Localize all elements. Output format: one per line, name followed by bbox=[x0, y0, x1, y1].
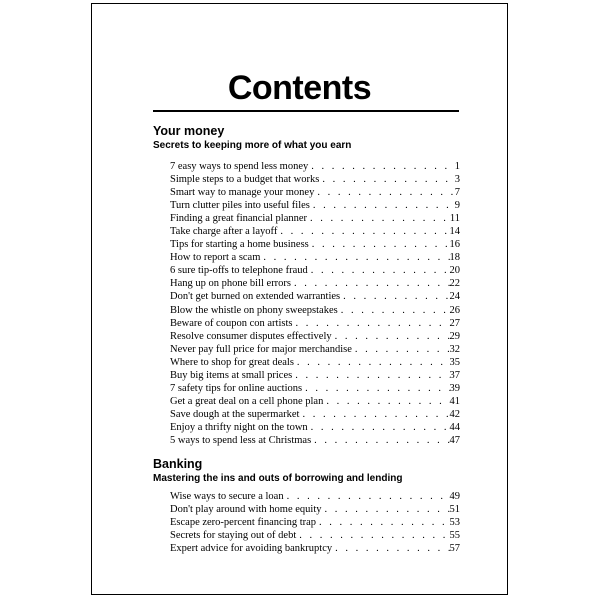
toc-entry-title: Enjoy a thrifty night on the town bbox=[170, 421, 308, 433]
toc-entry bbox=[170, 212, 460, 225]
toc-leader-dots bbox=[284, 490, 450, 503]
toc-page-number: 35 bbox=[449, 356, 460, 368]
toc-leader-dots bbox=[260, 251, 449, 264]
toc-entry bbox=[170, 490, 460, 503]
toc-entry-title: Don't get burned on extended warranties bbox=[170, 291, 341, 303]
toc-leader-dots bbox=[340, 290, 449, 303]
toc-entry bbox=[170, 542, 460, 555]
toc-page-number: 39 bbox=[449, 382, 460, 394]
toc-entry-title: Tips for starting a home business bbox=[170, 239, 309, 251]
toc-leader-dots bbox=[338, 304, 450, 317]
toc-page-number: 55 bbox=[449, 530, 460, 542]
toc-entry-title: Blow the whistle on phony sweepstakes bbox=[170, 304, 338, 316]
toc-entry bbox=[170, 251, 460, 264]
toc-entry bbox=[170, 343, 460, 356]
toc-entry bbox=[170, 317, 460, 330]
toc-leader-dots bbox=[310, 199, 455, 212]
toc-page-number: 20 bbox=[449, 265, 460, 277]
toc-page-number: 44 bbox=[449, 421, 460, 433]
toc-leader-dots bbox=[296, 529, 449, 542]
toc-entry-title: Take charge after a layoff bbox=[170, 226, 278, 238]
toc-entry bbox=[170, 304, 460, 317]
page-title: Contents bbox=[227, 69, 372, 107]
toc-page-number: 42 bbox=[449, 408, 460, 420]
toc-entry-title: Smart way to manage your money bbox=[170, 187, 315, 199]
toc-leader-dots bbox=[294, 356, 450, 369]
toc-page-number: 37 bbox=[449, 369, 460, 381]
toc-list-banking bbox=[170, 490, 460, 555]
toc-page-number: 41 bbox=[449, 395, 460, 407]
toc-entry bbox=[170, 160, 460, 173]
toc-page-number: 49 bbox=[449, 491, 460, 502]
section-title: Banking bbox=[153, 457, 203, 471]
toc-page-number: 11 bbox=[449, 213, 460, 225]
toc-entry bbox=[170, 277, 460, 290]
toc-entry-title: Secrets for staying out of debt bbox=[170, 530, 297, 542]
toc-page-number: 3 bbox=[454, 174, 460, 186]
toc-entry bbox=[170, 225, 460, 238]
toc-entry-title: Hang up on phone bill errors bbox=[170, 278, 292, 290]
toc-entry bbox=[170, 434, 460, 447]
toc-leader-dots bbox=[292, 369, 449, 382]
toc-leader-dots bbox=[311, 434, 449, 447]
toc-entry-title: Never pay full price for major merchandise bbox=[170, 343, 352, 355]
toc-entry-title: How to report a scam bbox=[170, 252, 261, 264]
toc-leader-dots bbox=[332, 330, 450, 343]
section-header-your-money bbox=[153, 124, 351, 152]
toc-entry bbox=[170, 173, 460, 186]
toc-entry bbox=[170, 395, 460, 408]
toc-leader-dots bbox=[277, 225, 449, 238]
toc-entry bbox=[170, 382, 460, 395]
toc-entry bbox=[170, 330, 460, 343]
toc-entry bbox=[170, 503, 460, 516]
toc-page-number: 32 bbox=[449, 343, 460, 355]
toc-leader-dots bbox=[322, 503, 450, 516]
toc-entry bbox=[170, 369, 460, 382]
toc-entry-title: Beware of coupon con artists bbox=[170, 317, 293, 329]
toc-page-number: 22 bbox=[449, 278, 460, 290]
toc-entry-title: Expert advice for avoiding bankruptcy bbox=[170, 543, 333, 555]
toc-page-number: 47 bbox=[449, 434, 460, 446]
toc-entry-title: Finding a great financial planner bbox=[170, 213, 308, 225]
toc-entry bbox=[170, 356, 460, 369]
section-subtitle: Secrets to keeping more of what you earn bbox=[153, 140, 352, 151]
toc-entry bbox=[170, 199, 460, 212]
toc-entry bbox=[170, 408, 460, 421]
toc-entry bbox=[170, 421, 460, 434]
toc-entry-title: Simple steps to a budget that works bbox=[170, 174, 320, 186]
toc-entry-title: Buy big items at small prices bbox=[170, 369, 293, 381]
toc-page-number: 9 bbox=[454, 200, 460, 212]
title-rule bbox=[153, 110, 459, 112]
toc-leader-dots bbox=[302, 382, 449, 395]
toc-page-number: 26 bbox=[449, 304, 460, 316]
toc-page-number: 53 bbox=[449, 517, 460, 529]
toc-leader-dots bbox=[332, 542, 449, 555]
section-subtitle: Mastering the ins and outs of borrowing and lending bbox=[153, 473, 403, 484]
toc-entry-title: Don't play around with home equity bbox=[170, 504, 322, 516]
toc-leader-dots bbox=[309, 238, 450, 251]
toc-leader-dots bbox=[308, 421, 450, 434]
book-page bbox=[91, 3, 508, 595]
toc-entry-title: Turn clutter piles into useful files bbox=[170, 200, 310, 212]
toc-leader-dots bbox=[308, 160, 455, 173]
toc-entry bbox=[170, 529, 460, 542]
toc-page-number: 27 bbox=[449, 317, 460, 329]
toc-page-number: 1 bbox=[454, 161, 460, 172]
toc-leader-dots bbox=[352, 343, 450, 356]
toc-leader-dots bbox=[316, 516, 449, 529]
toc-entry-title: Resolve consumer disputes effectively bbox=[170, 330, 332, 342]
toc-page-number: 18 bbox=[449, 252, 460, 264]
toc-leader-dots bbox=[299, 408, 449, 421]
toc-entry-title: Wise ways to secure a loan bbox=[170, 491, 284, 502]
toc-page-number: 24 bbox=[449, 291, 460, 303]
toc-entry bbox=[170, 186, 460, 199]
toc-entry-title: Get a great deal on a cell phone plan bbox=[170, 395, 324, 407]
section-title: Your money bbox=[153, 124, 225, 138]
toc-page-number: 7 bbox=[454, 187, 460, 199]
toc-entry-title: 5 ways to spend less at Christmas bbox=[170, 434, 312, 446]
toc-page-number: 51 bbox=[449, 504, 460, 516]
toc-entry-title: 7 safety tips for online auctions bbox=[170, 382, 303, 394]
toc-page-number: 29 bbox=[449, 330, 460, 342]
toc-page-number: 57 bbox=[449, 543, 460, 555]
toc-leader-dots bbox=[291, 277, 449, 290]
toc-page-number: 16 bbox=[449, 239, 460, 251]
section-header-banking bbox=[153, 457, 402, 485]
toc-leader-dots bbox=[292, 317, 449, 330]
toc-leader-dots bbox=[323, 395, 449, 408]
toc-entry bbox=[170, 264, 460, 277]
toc-entry bbox=[170, 290, 460, 303]
toc-list-your-money bbox=[170, 160, 460, 447]
toc-leader-dots bbox=[308, 264, 450, 277]
toc-entry bbox=[170, 238, 460, 251]
toc-entry-title: Escape zero-percent financing trap bbox=[170, 517, 317, 529]
toc-entry-title: 7 easy ways to spend less money bbox=[170, 161, 309, 172]
toc-leader-dots bbox=[314, 186, 454, 199]
toc-entry-title: 6 sure tip-offs to telephone fraud bbox=[170, 265, 308, 277]
toc-entry-title: Where to shop for great deals bbox=[170, 356, 294, 368]
toc-page-number: 14 bbox=[449, 226, 460, 238]
toc-leader-dots bbox=[319, 173, 454, 186]
toc-entry-title: Save dough at the supermarket bbox=[170, 408, 300, 420]
toc-leader-dots bbox=[307, 212, 450, 225]
toc-entry bbox=[170, 516, 460, 529]
